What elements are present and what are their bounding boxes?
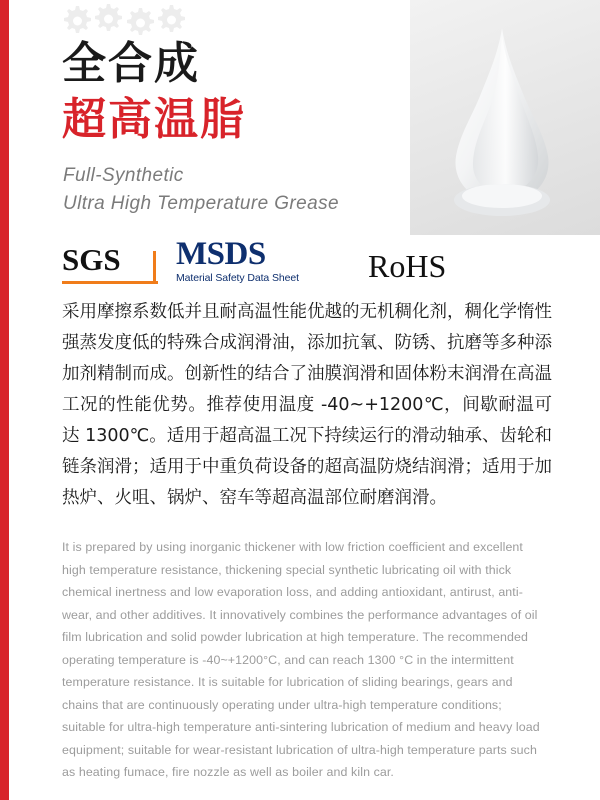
certification-badges xyxy=(62,238,446,284)
gear-decoration-icon xyxy=(60,4,190,38)
page-title-cn-line2: 超高温脂 xyxy=(62,94,246,145)
sgs-logo xyxy=(62,244,158,284)
sgs-logo-underline xyxy=(62,281,158,284)
left-red-edge-bar xyxy=(0,0,9,800)
msds-logo-text: MSDS xyxy=(176,236,266,272)
description-cn: 采用摩擦系数低并且耐高温性能优越的无机稠化剂，稠化学惰性强蒸发度低的特殊合成润滑油，添加抗氧、防锈、抗磨等多种添加剂精制而成。创新性的结合了油膜润滑和固体粉末润滑在高温工况的性能优势。推荐使用温度 -40~+1200℃，间歇耐温可达 1300℃。适用于超高温工况下持续运行的滑动轴承、齿轮和链条润滑；适用于中重负荷设备的超高温防烧结润滑；适用于加热炉、火咀、锅炉、窑车等超高温部位耐磨润滑。 xyxy=(62,302,552,508)
sgs-logo-text: SGS xyxy=(62,242,121,277)
grease-swirl-illustration xyxy=(428,24,578,224)
msds-logo xyxy=(176,238,350,284)
description-en: It is prepared by using inorganic thickener with low friction coefficient and excellent high temperature resistance, thickening special synthetic lubricating oil with thick chemical inertness and low evaporation loss, and adding antioxidant, antirust, anti-wear, and other additives. It innovatively combines the performance advantages of oil film lubrication and solid powder lubrication at high temperature. The recommended operating temperature is -40~+1200°C, and can reach 1300 °C in the intermittent temperature resistance. It is suitable for lubrication of sliding bearings, gears and chains that are continuously operating under ultra-high temperature conditions; suitable for ultra-high temperature anti-sintering lubrication of medium and heavy load equipment; suitable for wear-resistant lubrication of ultra-high temperature parts such as heating fumace, fire nozzle as well as boiler and kiln car. xyxy=(62,540,540,779)
page-title-en xyxy=(63,162,339,217)
rohs-logo: RoHS xyxy=(368,248,447,284)
page-title-en-line2: Ultra High Temperature Grease xyxy=(63,192,339,214)
sgs-logo-tick xyxy=(153,251,156,281)
product-photo xyxy=(410,0,600,235)
left-white-edge-strip xyxy=(9,0,12,800)
page-title-en-line1: Full-Synthetic xyxy=(63,165,184,186)
msds-logo-subtitle: Material Safety Data Sheet xyxy=(176,272,299,284)
page-title-cn-line1: 全合成 xyxy=(62,38,200,89)
